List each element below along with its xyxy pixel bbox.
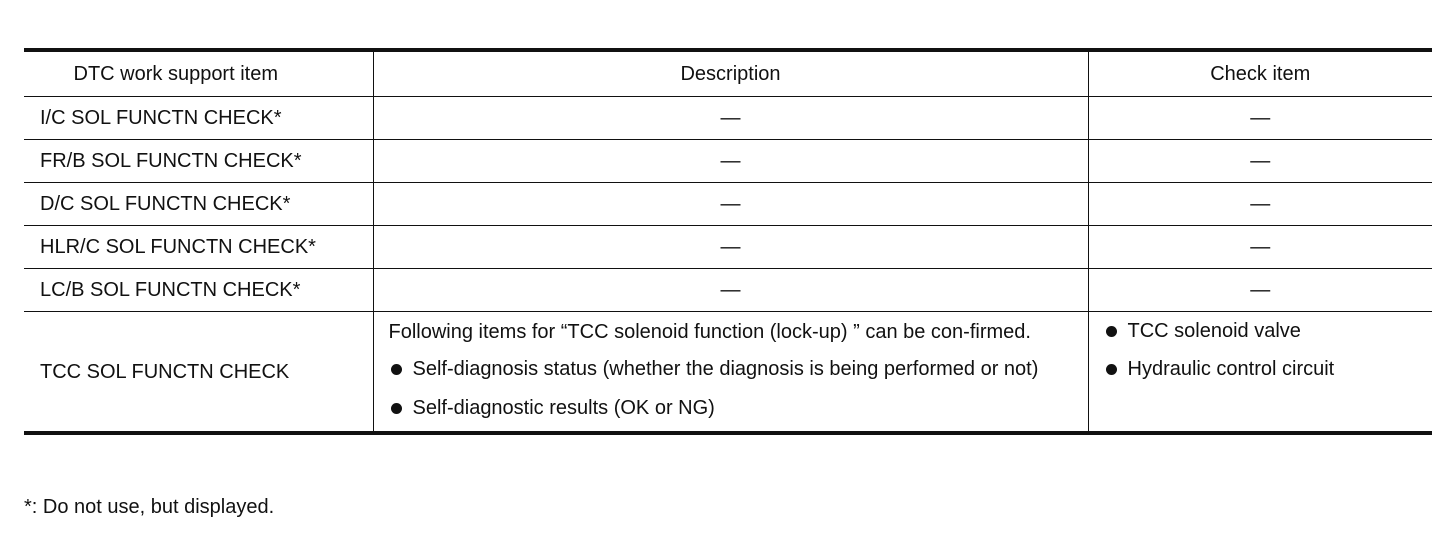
row-check: — [1088, 183, 1432, 226]
footnote: *: Do not use, but displayed. [24, 496, 275, 518]
table-row [24, 140, 1432, 183]
bullet-dot-icon [1106, 326, 1117, 337]
check-bullet-text: Hydraulic control circuit [1127, 358, 1335, 380]
tcc-description-intro: Following items for “TCC solenoid function (lock-up) ” can be con-firmed. [388, 321, 1031, 343]
check-bullet [1104, 316, 1423, 346]
dtc-work-support-table [24, 48, 1432, 435]
table-row [24, 183, 1432, 226]
table [24, 48, 1432, 435]
row-item: I/C SOL FUNCTN CHECK* [24, 97, 373, 140]
row-description: — [373, 226, 1088, 269]
table-header-row [24, 50, 1432, 97]
bullet-dot-icon [391, 403, 402, 414]
description-bullet-text: Self-diagnostic results (OK or NG) [412, 397, 715, 419]
check-bullet-text: TCC solenoid valve [1127, 320, 1301, 342]
row-description: — [373, 97, 1088, 140]
row-item: HLR/C SOL FUNCTN CHECK* [24, 226, 373, 269]
table-row [24, 226, 1432, 269]
row-check: — [1088, 269, 1432, 312]
bullet-dot-icon [391, 364, 402, 375]
header-check-item: Check item [1088, 50, 1432, 97]
row-description: — [373, 183, 1088, 226]
table-row [24, 269, 1432, 312]
row-item: LC/B SOL FUNCTN CHECK* [24, 269, 373, 312]
bullet-dot-icon [1106, 364, 1117, 375]
row-description: — [373, 269, 1088, 312]
row-description: — [373, 140, 1088, 183]
table-row-tcc [24, 312, 1432, 434]
tcc-description-cell [373, 312, 1088, 434]
table-row [24, 97, 1432, 140]
description-bullet [389, 354, 1074, 384]
row-check: — [1088, 140, 1432, 183]
check-bullet [1104, 354, 1423, 384]
row-item: FR/B SOL FUNCTN CHECK* [24, 140, 373, 183]
row-item: D/C SOL FUNCTN CHECK* [24, 183, 373, 226]
description-bullet [389, 393, 1074, 423]
row-check: — [1088, 97, 1432, 140]
header-dtc-work-support-item: DTC work support item [24, 50, 373, 97]
row-check: — [1088, 226, 1432, 269]
tcc-check-cell [1088, 312, 1432, 434]
description-bullet-text: Self-diagnosis status (whether the diagnosis is being performed or not) [412, 358, 1039, 380]
header-description: Description [373, 50, 1088, 97]
row-item: TCC SOL FUNCTN CHECK [24, 312, 373, 434]
